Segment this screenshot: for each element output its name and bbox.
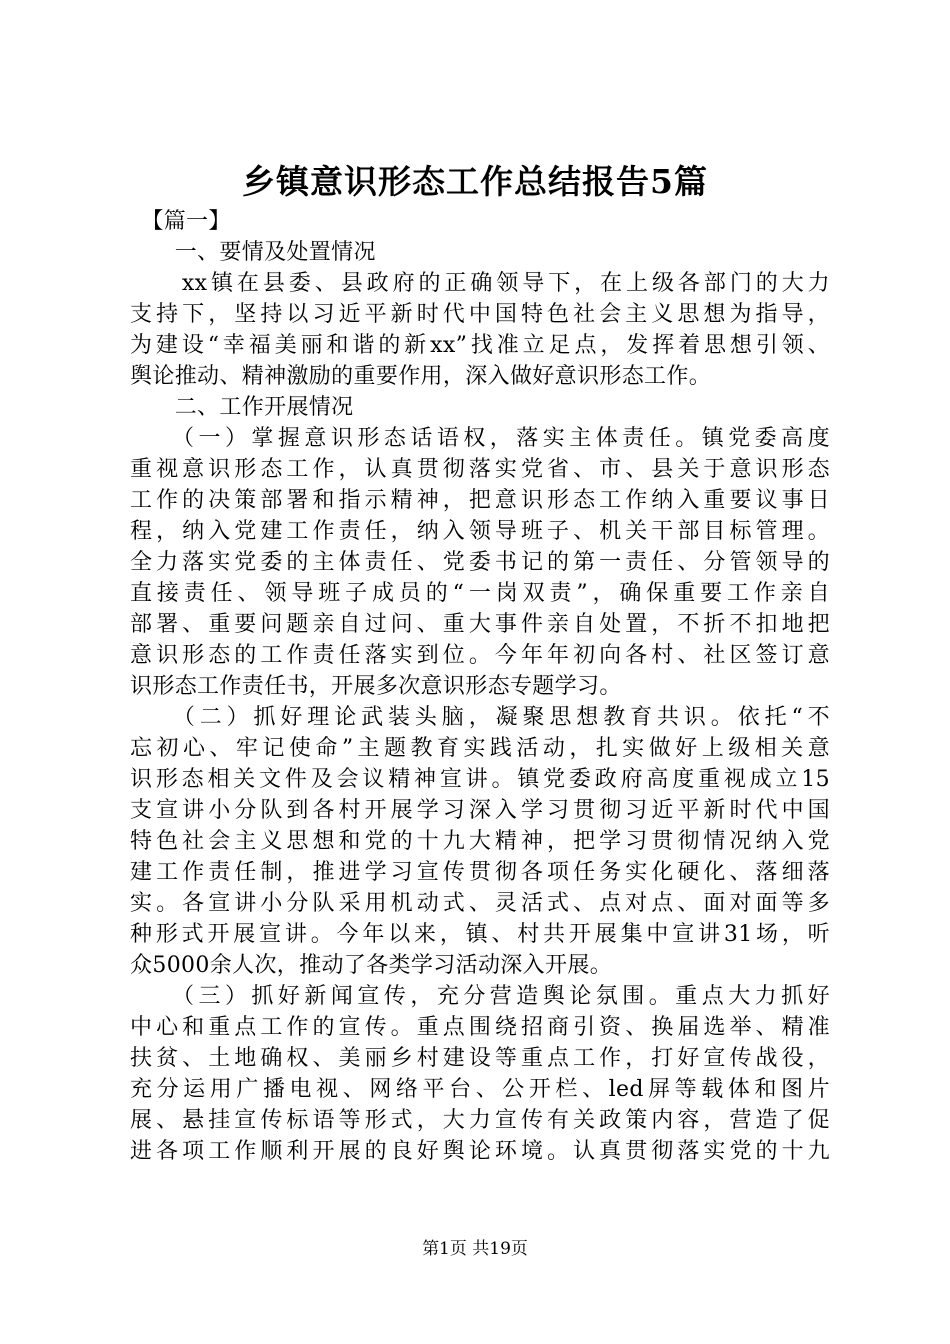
- body-line: （二）抓好理论武装头脑，凝聚思想教育共识。依托“不: [130, 705, 830, 730]
- body-line: xx镇在县委、县政府的正确领导下，在上级各部门的大力: [130, 271, 830, 296]
- body-line: 工作的决策部署和指示精神，把意识形态工作纳入重要议事日: [130, 488, 830, 513]
- body-line: 展、悬挂宣传标语等形式，大力宣传有关政策内容，营造了促: [130, 1108, 830, 1133]
- body-line: 特色社会主义思想和党的十九大精神，把学习贯彻情况纳入党: [130, 829, 830, 854]
- body-line: 意识形态的工作责任落实到位。今年年初向各村、社区签订意: [130, 643, 830, 668]
- body-line: （一）掌握意识形态话语权，落实主体责任。镇党委高度: [130, 426, 830, 451]
- body-line: 中心和重点工作的宣传。重点围绕招商引资、换届选举、精准: [130, 1015, 830, 1040]
- section-heading-part-one: 【篇一】: [130, 209, 231, 234]
- body-line: 部署、重要问题亲自过问、重大事件亲自处置，不折不扣地把: [130, 612, 830, 637]
- body-line: 舆论推动、精神激励的重要作用，深入做好意识形态工作。: [130, 364, 712, 389]
- page-footer: 第1页 共19页: [422, 1239, 528, 1259]
- body-line: 充分运用广播电视、网络平台、公开栏、led屏等载体和图片: [130, 1077, 830, 1102]
- document-body: [130, 206, 830, 1167]
- body-line: 直接责任、领导班子成员的“一岗双责”，确保重要工作亲自: [130, 581, 830, 606]
- body-line: 建工作责任制，推进学习宣传贯彻各项任务实化硬化、落细落: [130, 860, 830, 885]
- body-line: 实。各宣讲小分队采用机动式、灵活式、点对点、面对面等多: [130, 891, 830, 916]
- body-line: 忘初心、牢记使命”主题教育实践活动，扎实做好上级相关意: [130, 736, 830, 761]
- body-line: 识形态相关文件及会议精神宣讲。镇党委政府高度重视成立15: [130, 767, 830, 792]
- body-line: 全力落实党委的主体责任、党委书记的第一责任、分管领导的: [130, 550, 830, 575]
- body-line: 众5000余人次，推动了各类学习活动深入开展。: [130, 953, 613, 978]
- body-line: 重视意识形态工作，认真贯彻落实党省、市、县关于意识形态: [130, 457, 830, 482]
- subheading-work: 二、工作开展情况: [130, 395, 354, 420]
- body-line: （三）抓好新闻宣传，充分营造舆论氛围。重点大力抓好: [130, 984, 830, 1009]
- body-line: 支持下，坚持以习近平新时代中国特色社会主义思想为指导，: [130, 302, 830, 327]
- body-line: 为建设“幸福美丽和谐的新xx”找准立足点，发挥着思想引领、: [130, 333, 830, 358]
- body-line: 程，纳入党建工作责任，纳入领导班子、机关干部目标管理。: [130, 519, 830, 544]
- body-line: 支宣讲小分队到各村开展学习深入学习贯彻习近平新时代中国: [130, 798, 830, 823]
- body-line: 种形式开展宣讲。今年以来，镇、村共开展集中宣讲31场，听: [130, 922, 830, 947]
- body-line: 进各项工作顺利开展的良好舆论环境。认真贯彻落实党的十九: [130, 1139, 830, 1164]
- body-line: 识形态工作责任书，开展多次意识形态专题学习。: [130, 674, 622, 699]
- subheading-situation: 一、要情及处置情况: [130, 240, 376, 265]
- document-title: 乡镇意识形态工作总结报告5篇: [242, 162, 708, 201]
- body-line: 扶贫、土地确权、美丽乡村建设等重点工作，打好宣传战役，: [130, 1046, 830, 1071]
